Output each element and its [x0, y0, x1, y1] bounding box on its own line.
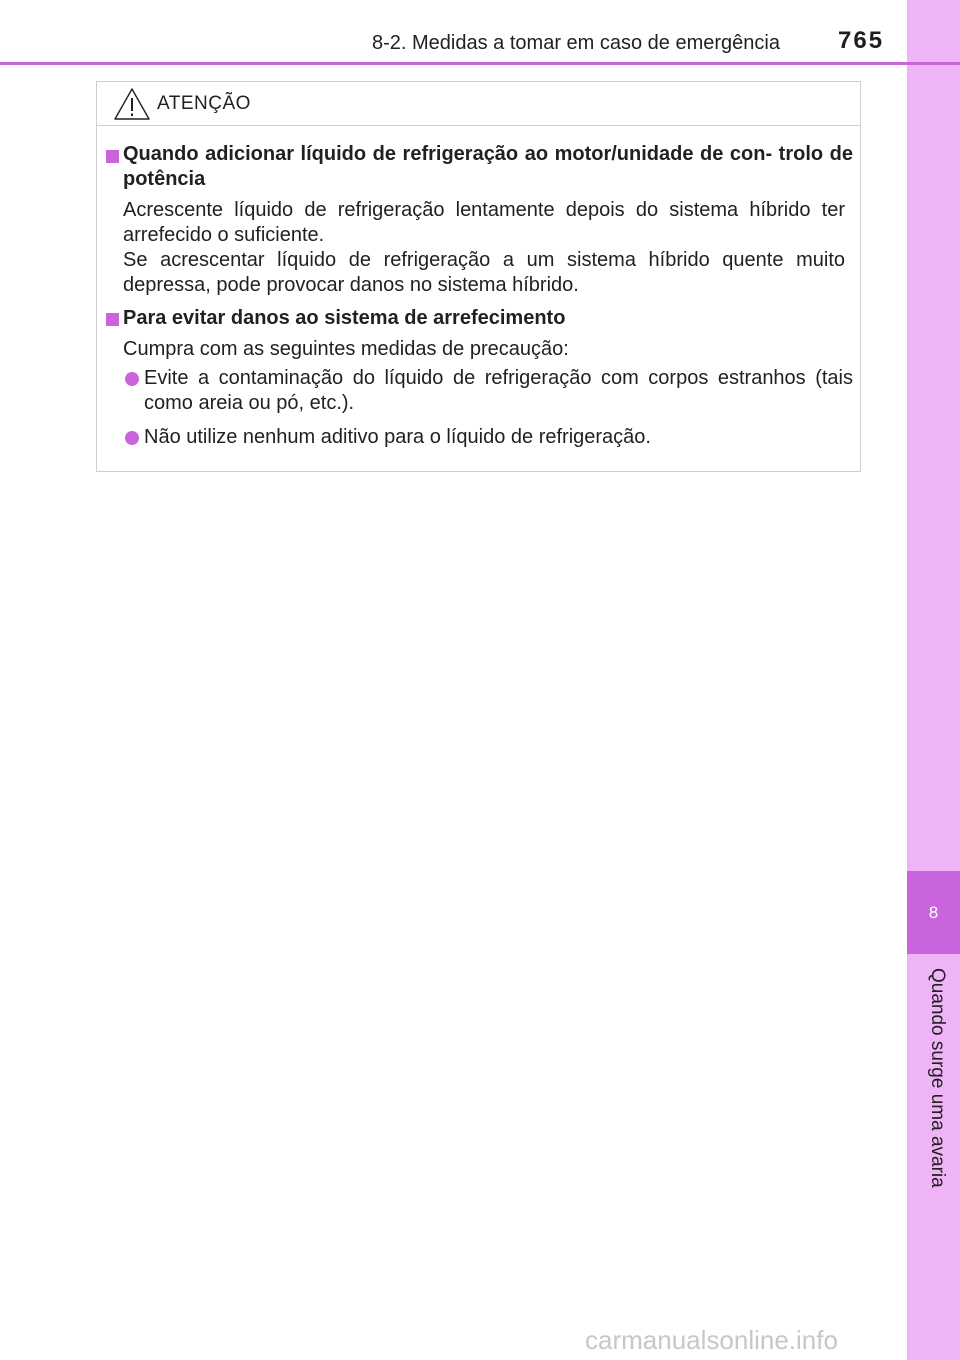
watermark: carmanualsonline.info: [585, 1325, 838, 1355]
chapter-number: 8: [928, 902, 939, 922]
paragraph: Se acrescentar líquido de refrigeração a um sistema híbrido quente muito depressa, pode provocar danos no sistema híbrido.: [123, 249, 845, 296]
section-square-bullet: [106, 313, 119, 326]
list-item: Evite a contaminação do líquido de refrigeração com corpos estranhos (tais como areia ou pó, etc.).: [144, 367, 853, 414]
circle-bullet: [125, 431, 139, 445]
section-title: Para evitar danos ao sistema de arrefecimento: [123, 307, 566, 329]
chapter-title: Quando surge uma avaria: [927, 968, 948, 1188]
section-title: Quando adicionar líquido de refrigeração ao motor/unidade de con- trolo de potência: [123, 143, 853, 190]
section-intro: Cumpra com as seguintes medidas de precaução:: [123, 338, 569, 360]
paragraph: Acrescente líquido de refrigeração lentamente depois do sistema híbrido ter arrefecido o suficiente.: [123, 199, 845, 246]
warning-header: [97, 82, 860, 126]
section-square-bullet: [106, 150, 119, 163]
page-number: 765: [838, 27, 885, 54]
running-head: 8-2. Medidas a tomar em caso de emergência: [372, 32, 780, 54]
warning-box: [96, 81, 861, 472]
circle-bullet: [125, 372, 139, 386]
header-divider: [0, 62, 960, 65]
warning-title: ATENÇÃO: [157, 93, 251, 114]
chapter-number-tab: [907, 871, 960, 954]
warning-triangle-icon: [113, 87, 151, 126]
list-item: Não utilize nenhum aditivo para o líquido de refrigeração.: [144, 426, 651, 448]
